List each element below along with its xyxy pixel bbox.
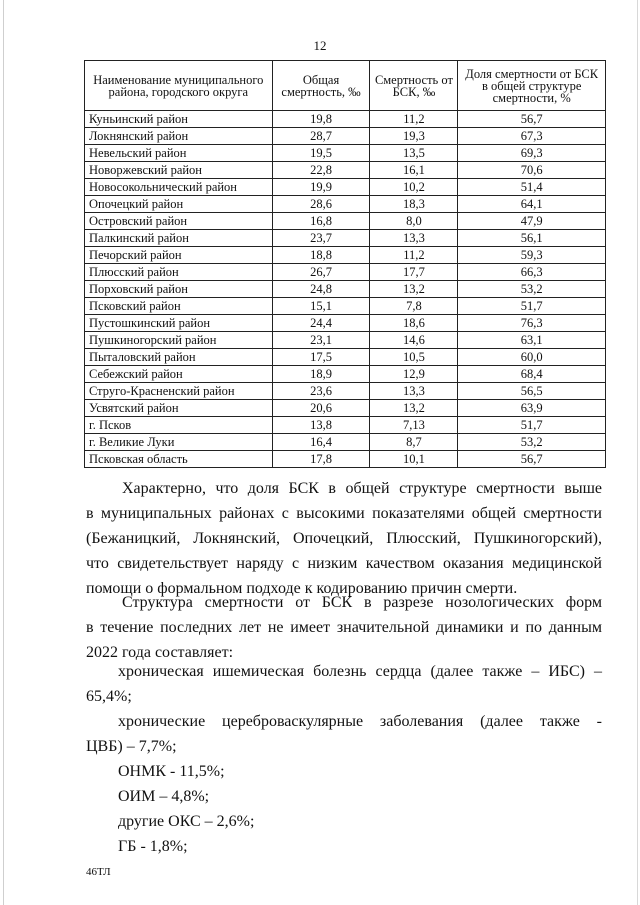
cell-bsk-mortality: 16,1: [370, 162, 458, 179]
cell-bsk-mortality: 7,13: [370, 417, 458, 434]
header-bsk-mortality: Смертность от БСК, ‰: [370, 61, 458, 111]
cell-bsk-share: 60,0: [458, 349, 606, 366]
cell-total-mortality: 23,6: [272, 383, 370, 400]
text-line: в течение последних лет не имеет значительной динамики и по данным: [86, 619, 602, 636]
cell-bsk-share: 51,7: [458, 417, 606, 434]
cell-bsk-share: 70,6: [458, 162, 606, 179]
cell-bsk-share: 59,3: [458, 247, 606, 264]
cell-bsk-share: 56,7: [458, 451, 606, 468]
cell-bsk-mortality: 11,2: [370, 247, 458, 264]
cell-total-mortality: 17,5: [272, 349, 370, 366]
table-row: [85, 349, 606, 366]
cell-bsk-share: 47,9: [458, 213, 606, 230]
cell-total-mortality: 28,7: [272, 128, 370, 145]
cell-district: Пустошкинский район: [85, 315, 273, 332]
cell-district: Локнянский район: [85, 128, 273, 145]
table-header-row: [85, 61, 606, 111]
cell-district: Псковская область: [85, 451, 273, 468]
table-row: [85, 383, 606, 400]
cell-total-mortality: 26,7: [272, 264, 370, 281]
list-item: ОНМК - 11,5%;: [118, 763, 225, 780]
table-row: [85, 366, 606, 383]
cell-district: Палкинский район: [85, 230, 273, 247]
cell-bsk-share: 51,4: [458, 179, 606, 196]
header-total-mortality: Общая смертность, ‰: [272, 61, 370, 111]
page-number: 12: [313, 38, 327, 53]
text-line: 2022 года составляет:: [86, 644, 234, 661]
cell-total-mortality: 19,5: [272, 145, 370, 162]
cell-bsk-mortality: 10,5: [370, 349, 458, 366]
cell-total-mortality: 19,9: [272, 179, 370, 196]
text-line: что свидетельствует наряду с низким качеством оказания медицинской: [86, 555, 602, 572]
cell-bsk-mortality: 14,6: [370, 332, 458, 349]
cell-bsk-mortality: 10,1: [370, 451, 458, 468]
cell-total-mortality: 18,8: [272, 247, 370, 264]
cell-bsk-share: 68,4: [458, 366, 606, 383]
cell-bsk-share: 76,3: [458, 315, 606, 332]
scan-edge-right: [637, 0, 638, 905]
list-item: ОИМ – 4,8%;: [118, 788, 210, 805]
table-row: [85, 213, 606, 230]
cell-bsk-share: 53,2: [458, 434, 606, 451]
list-item: другие ОКС – 2,6%;: [118, 813, 255, 830]
cell-bsk-share: 56,1: [458, 230, 606, 247]
cell-district: Псковский район: [85, 298, 273, 315]
cell-bsk-mortality: 13,2: [370, 400, 458, 417]
table-row: [85, 434, 606, 451]
cell-bsk-mortality: 7,8: [370, 298, 458, 315]
table-row: [85, 128, 606, 145]
cell-total-mortality: 24,8: [272, 281, 370, 298]
table-row: [85, 264, 606, 281]
cell-total-mortality: 22,8: [272, 162, 370, 179]
cell-bsk-mortality: 13,3: [370, 230, 458, 247]
cell-district: Пушкиногорский район: [85, 332, 273, 349]
cell-bsk-share: 66,3: [458, 264, 606, 281]
cell-total-mortality: 23,7: [272, 230, 370, 247]
table-row: [85, 281, 606, 298]
table-row: [85, 332, 606, 349]
cell-total-mortality: 28,6: [272, 196, 370, 213]
mortality-table: [84, 60, 606, 468]
scan-edge-left: [3, 0, 4, 905]
cell-bsk-share: 63,1: [458, 332, 606, 349]
table-row: [85, 315, 606, 332]
table-row: [85, 247, 606, 264]
text-line: (Бежаницкий, Локнянский, Опочецкий, Плюсский, Пушкиногорский),: [86, 530, 602, 547]
cell-total-mortality: 20,6: [272, 400, 370, 417]
header-district: Наименование муниципального района, городского округа: [85, 61, 273, 111]
table-row: [85, 298, 606, 315]
cell-district: Опочецкий район: [85, 196, 273, 213]
table-row: [85, 230, 606, 247]
cell-district: Печорский район: [85, 247, 273, 264]
cell-total-mortality: 18,9: [272, 366, 370, 383]
cell-bsk-share: 56,5: [458, 383, 606, 400]
cell-bsk-share: 67,3: [458, 128, 606, 145]
cell-bsk-mortality: 13,2: [370, 281, 458, 298]
table-row: [85, 111, 606, 128]
cell-total-mortality: 15,1: [272, 298, 370, 315]
table-body: [85, 111, 606, 468]
cell-bsk-mortality: 17,7: [370, 264, 458, 281]
cell-bsk-mortality: 19,3: [370, 128, 458, 145]
paragraph-structure: [86, 590, 602, 665]
cell-total-mortality: 19,8: [272, 111, 370, 128]
table-row: [85, 196, 606, 213]
cell-bsk-mortality: 12,9: [370, 366, 458, 383]
cell-total-mortality: 13,8: [272, 417, 370, 434]
table-row: [85, 162, 606, 179]
table-row: [85, 145, 606, 162]
cell-total-mortality: 16,8: [272, 213, 370, 230]
cell-bsk-mortality: 8,0: [370, 213, 458, 230]
table-row: [85, 400, 606, 417]
document-code: 46ТЛ: [86, 866, 111, 878]
cell-bsk-share: 53,2: [458, 281, 606, 298]
cell-total-mortality: 16,4: [272, 434, 370, 451]
cell-total-mortality: 17,8: [272, 451, 370, 468]
table-row: [85, 417, 606, 434]
text-line: Структура смертности от БСК в разрезе нозологических форм: [122, 594, 602, 611]
cell-district: г. Великие Луки: [85, 434, 273, 451]
list-item: хроническая ишемическая болезнь сердца (далее также – ИБС) –: [118, 663, 602, 680]
cell-bsk-share: 63,9: [458, 400, 606, 417]
cell-bsk-share: 64,1: [458, 196, 606, 213]
cell-total-mortality: 24,4: [272, 315, 370, 332]
cause-structure-list: [86, 659, 602, 859]
cell-bsk-mortality: 11,2: [370, 111, 458, 128]
text-line: в муниципальных районах с высокими показателями общей смертности: [86, 505, 602, 522]
table-row: [85, 451, 606, 468]
list-item: хронические цереброваскулярные заболевания (далее также -: [118, 713, 602, 730]
cell-district: Новоржевский район: [85, 162, 273, 179]
cell-district: Куньинский район: [85, 111, 273, 128]
cell-bsk-mortality: 13,3: [370, 383, 458, 400]
cell-bsk-mortality: 8,7: [370, 434, 458, 451]
cell-district: Плюсский район: [85, 264, 273, 281]
paragraph-characteristic: [86, 476, 602, 601]
cell-bsk-mortality: 10,2: [370, 179, 458, 196]
cell-bsk-mortality: 13,5: [370, 145, 458, 162]
cell-district: Себежский район: [85, 366, 273, 383]
cell-bsk-share: 51,7: [458, 298, 606, 315]
list-item: ЦВБ) – 7,7%;: [86, 738, 177, 755]
cell-district: Порховский район: [85, 281, 273, 298]
cell-district: г. Псков: [85, 417, 273, 434]
cell-total-mortality: 23,1: [272, 332, 370, 349]
cell-district: Невельский район: [85, 145, 273, 162]
cell-district: Пыталовский район: [85, 349, 273, 366]
cell-district: Островский район: [85, 213, 273, 230]
cell-bsk-share: 56,7: [458, 111, 606, 128]
text-line: Характерно, что доля БСК в общей структуре смертности выше: [122, 480, 602, 497]
cell-bsk-mortality: 18,6: [370, 315, 458, 332]
cell-district: Струго-Красненский район: [85, 383, 273, 400]
cell-bsk-mortality: 18,3: [370, 196, 458, 213]
text-line: помощи о формальном подходе к кодированию причин смерти.: [86, 580, 518, 597]
header-bsk-share: Доля смертности от БСК в общей структуре смертности, %: [458, 61, 606, 111]
list-item: ГБ - 1,8%;: [118, 838, 188, 855]
cell-district: Усвятский район: [85, 400, 273, 417]
table-row: [85, 179, 606, 196]
list-item: 65,4%;: [86, 688, 132, 705]
cell-district: Новосокольнический район: [85, 179, 273, 196]
cell-bsk-share: 69,3: [458, 145, 606, 162]
